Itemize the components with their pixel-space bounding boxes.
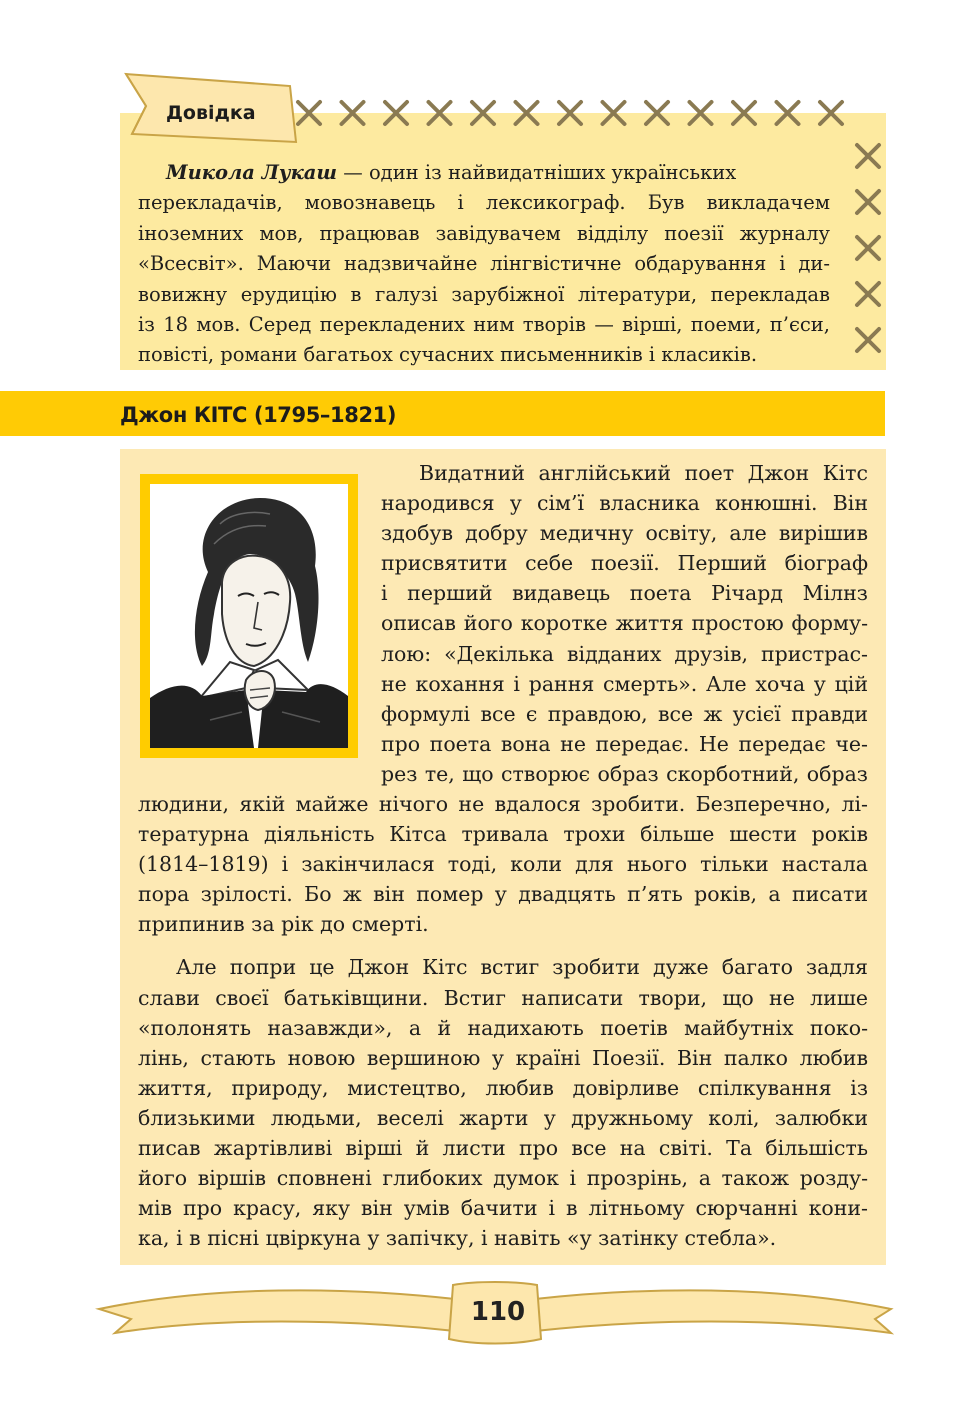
- article-line: «полонять назавжди», а й надихають поетів майбутніх поко-: [138, 1015, 868, 1040]
- article-line: не кохання і рання смерть». Але хоча у цій: [381, 671, 868, 696]
- reference-text: [138, 158, 830, 371]
- stitch-decoration-side: [848, 138, 888, 358]
- article-line: тературна діяльність Кітса тривала трохи більше шести років: [138, 822, 868, 847]
- article-column-text: [381, 458, 868, 789]
- reference-line: вовижну ерудицію в галузі зарубіжної літератури, перекладав: [138, 282, 830, 306]
- article-line: лінь, стають новою вершиною у країні Поезії. Він палко любив: [138, 1045, 868, 1070]
- section-title: Джон КІТС (1795–1821): [120, 403, 397, 427]
- portrait-frame: [140, 474, 358, 758]
- article-line: (1814–1819) і закінчилася тоді, коли для нього тільки настала: [138, 852, 868, 877]
- article-line: мів про красу, яку він умів бачити і в літньому сюрчанні кони-: [138, 1196, 868, 1221]
- reference-line: іноземних мов, працював завідувачем відділу поезії журналу: [138, 221, 830, 245]
- article-line: близькими людьми, веселі жарти у дружньому колі, залюбки: [138, 1105, 868, 1130]
- article-line: припинив за рік до смерті.: [138, 912, 429, 937]
- reference-name: Микола Лукаш: [166, 161, 338, 184]
- article-line: про поета вона не передає. Не передає че-: [381, 731, 868, 756]
- reference-line: — один із найвидатніших українських: [337, 161, 737, 184]
- article-line: здобув добру медичну освіту, але вирішив: [381, 521, 868, 546]
- article-paragraph-1: [138, 789, 868, 939]
- article-line: життя, природу, мистецтво, любив довірливе спілкування із: [138, 1075, 868, 1100]
- article-line: народився у сім’ї власника конюшні. Він: [381, 491, 868, 516]
- article-line: писав жартівливі вірші й листи про все на світі. Та більшість: [138, 1136, 868, 1161]
- stitch-decoration-top: [293, 93, 853, 133]
- article-line: описав його коротке життя простою форму-: [381, 611, 868, 636]
- article-line: рез те, що створює образ скорботний, образ: [381, 761, 868, 786]
- reference-label: Довідка: [166, 102, 256, 124]
- reference-line: перекладачів, мовознавець і лексикограф. Був викладачем: [138, 191, 830, 215]
- portrait-image: [150, 484, 348, 748]
- article-line: формулі все є правдою, все ж усієї правди: [381, 701, 868, 726]
- article-line: Але попри це Джон Кітс встиг зробити дуже багато задля: [176, 955, 868, 980]
- article-line: ка, і в пісні цвіркуна у запічку, і навіть «у затінку стебла».: [138, 1226, 777, 1251]
- reference-line: із 18 мов. Серед перекладених ним творів — вірші, поеми, п’єси,: [138, 313, 830, 337]
- page-number: 110: [470, 1297, 526, 1327]
- article-line: Видатний англійський поет Джон Кітс: [419, 461, 868, 485]
- article-line: людини, якій майже нічого не вдалося зробити. Безперечно, лі-: [138, 792, 868, 816]
- reference-line: повісті, романи багатьох сучасних письменників і класиків.: [138, 343, 758, 367]
- article-line: пора зрілості. Бо ж він помер у двадцять п’ять років, а писати: [138, 882, 868, 907]
- reference-line: «Всесвіт». Маючи надзвичайне лінгвістичне обдарування і ди-: [138, 252, 830, 276]
- article-paragraph-2: [138, 952, 868, 1253]
- article-line: слави своєї батьківщини. Встиг написати твори, що не лише: [138, 985, 868, 1010]
- article-line: присвятити себе поезії. Перший біограф: [381, 551, 868, 576]
- article-line: його віршів сповнені глибоких думок і прозрінь, а також розду-: [138, 1166, 868, 1191]
- article-line: і перший видавець поета Річард Мілнз: [381, 581, 868, 606]
- article-wide-text: [138, 789, 868, 1253]
- article-line: лою: «Декілька відданих друзів, пристрас-: [381, 641, 868, 666]
